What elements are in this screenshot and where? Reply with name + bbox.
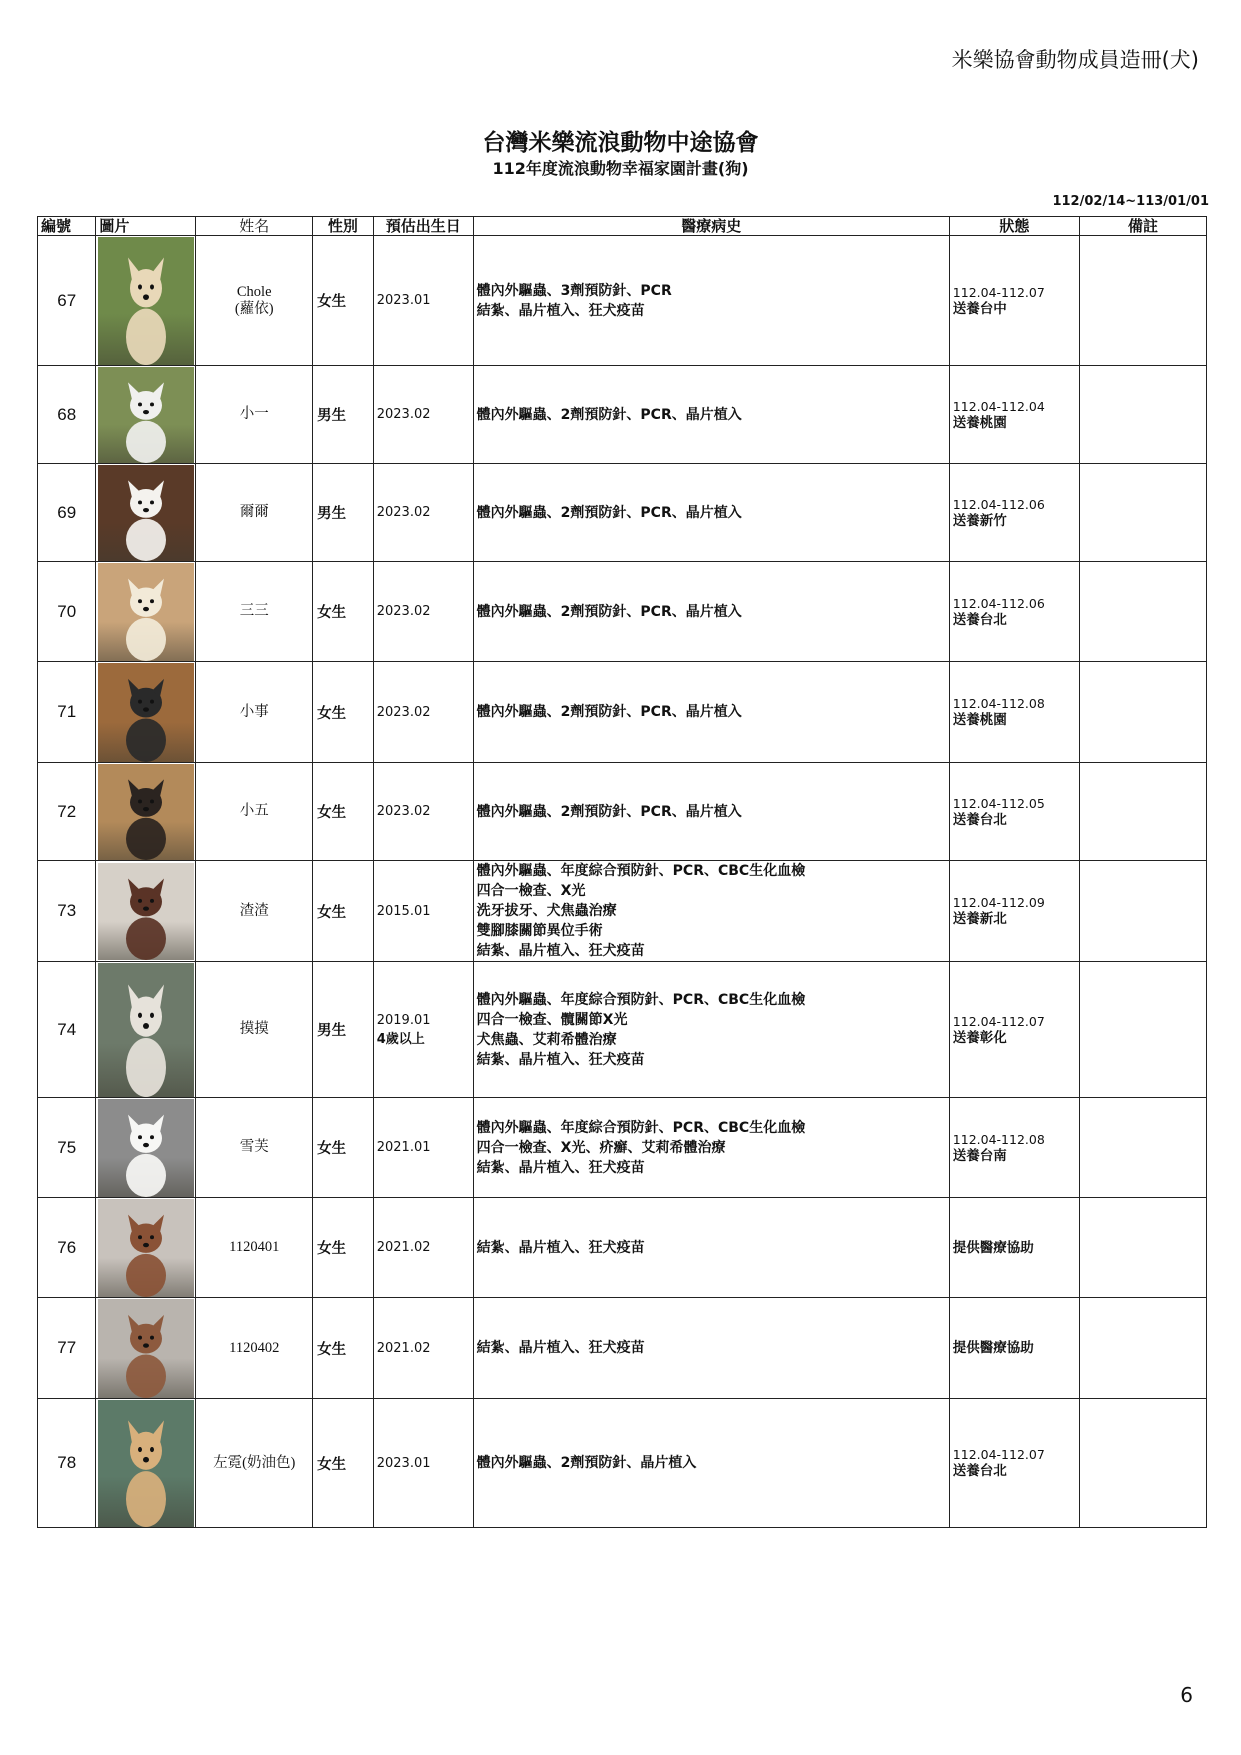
cell-name [196,1298,313,1399]
dog-illustration [98,563,194,661]
cell-status [949,1399,1079,1528]
medical-line: 體內外驅蟲、2劑預防針、PCR、晶片植入 [476,406,742,423]
cell-birth [373,562,473,662]
status-text: 送養台北 [952,1463,1007,1479]
dog-illustration [98,764,194,860]
cell-photo [96,562,196,662]
dog-eye-left [138,1135,142,1139]
dog-eye-right [150,1135,154,1139]
cell-birth [373,662,473,763]
dog-nose [143,1456,149,1462]
dog-eye-right [150,599,154,603]
medical-line: 體內外驅蟲、3劑預防針、PCR [476,282,672,299]
header-id: 編號 [38,217,96,236]
cell-medical [473,562,949,662]
animal-roster-table [37,216,1207,1528]
table-body [38,236,1207,1528]
table-row [38,1399,1207,1528]
cell-photo [96,1399,196,1528]
date-range: 112/02/14~113/01/01 [1052,194,1209,209]
cell-photo [96,1098,196,1198]
status-text: 送養台北 [952,611,1007,628]
dog-name-alt: (蘿依) [234,300,274,317]
cell-medical [473,236,949,366]
dog-eye-left [138,1446,142,1451]
medical-line: 體內外驅蟲、年度綜合預防針、PCR、CBC生化血檢 [476,863,806,879]
dog-illustration [98,1099,194,1197]
cell-status [949,562,1079,662]
dog-eye-left [138,898,142,902]
header-name: 姓名 [196,217,313,236]
cell-medical [473,861,949,962]
dog-illustration [98,663,194,762]
cell-photo [96,662,196,763]
dog-photo [98,367,194,463]
status-text: 送養桃園 [952,414,1007,431]
cell-id: 74 [38,962,96,1098]
cell-id: 72 [38,763,96,861]
cell-id: 71 [38,662,96,763]
dog-nose [143,1142,149,1146]
cell-birth [373,236,473,366]
dog-body [126,1038,166,1097]
cell-status [949,962,1079,1098]
birth-date: 2021.01 [376,1140,431,1155]
cell-status [949,366,1079,464]
status-text: 提供醫療協助 [952,1340,1034,1356]
cell-note [1080,1198,1207,1298]
dog-body [126,917,166,960]
medical-line: 犬焦蟲、艾莉希體治療 [476,1031,617,1048]
cell-note [1080,1098,1207,1198]
dog-eye-left [138,599,142,603]
dog-eye-left [138,284,142,289]
cell-status [949,861,1079,962]
cell-birth [373,1298,473,1399]
medical-line: 雙腳膝關節異位手術 [476,923,603,939]
birth-date: 2021.02 [376,1240,431,1255]
table-row [38,236,1207,366]
dog-eye-right [150,402,154,406]
dog-body [126,518,166,560]
cell-status [949,763,1079,861]
cell-sex: 女生 [313,1198,374,1298]
dog-name: 1120402 [229,1339,280,1356]
dog-photo [98,1099,194,1197]
header-medical: 醫療病史 [473,217,949,236]
dog-photo [98,963,194,1097]
medical-line: 體內外驅蟲、年度綜合預防針、PCR、CBC生化血檢 [476,991,806,1008]
dog-photo [98,764,194,860]
dog-name: 三三 [239,603,269,619]
status-text: 送養桃園 [952,712,1007,728]
cell-name [196,962,313,1098]
status-text: 送養彰化 [952,1029,1007,1046]
cell-medical [473,1399,949,1528]
cell-status [949,1298,1079,1399]
cell-medical [473,1298,949,1399]
dog-nose [143,1343,149,1347]
dog-illustration [98,237,194,365]
cell-id: 73 [38,861,96,962]
cell-name [196,366,313,464]
dog-nose [143,707,149,711]
dog-illustration [98,1400,194,1527]
medical-line: 體內外驅蟲、年度綜合預防針、PCR、CBC生化血檢 [476,1119,806,1136]
dog-illustration [98,1199,194,1297]
dog-name: Chole [236,283,272,300]
status-period: 112.04-112.06 [952,496,1045,512]
birth-date: 2015.01 [376,903,431,919]
status-period: 112.04-112.07 [952,1013,1045,1029]
dog-name: 小五 [239,803,269,819]
header-sex: 性別 [313,217,374,236]
table-row [38,464,1207,562]
header-photo: 圖片 [96,217,196,236]
dog-photo [98,1299,194,1398]
cell-photo [96,236,196,366]
cell-id: 78 [38,1399,96,1528]
birth-date: 2023.02 [376,604,431,619]
cell-sex: 男生 [313,962,374,1098]
cell-id: 70 [38,562,96,662]
table-row [38,562,1207,662]
dog-body [126,817,166,859]
cell-birth [373,366,473,464]
dog-eye-right [150,500,154,504]
document-subtitle: 112年度流浪動物幸福家園計畫(狗) [492,159,749,178]
status-text: 送養台中 [952,300,1007,317]
cell-id: 76 [38,1198,96,1298]
cell-medical [473,464,949,562]
dog-eye-right [150,799,154,803]
dog-body [126,308,166,364]
birth-age: 4歲以上 [376,1031,425,1047]
cell-status [949,236,1079,366]
dog-illustration [98,367,194,463]
dog-nose [143,508,149,512]
document-title: 台灣米樂流浪動物中途協會 [482,130,759,156]
cell-sex: 女生 [313,562,374,662]
cell-birth [373,763,473,861]
medical-line: 四合一檢查、X光、疥癬、艾莉希體治療 [476,1139,726,1156]
cell-sex: 女生 [313,662,374,763]
cell-id: 68 [38,366,96,464]
dog-name: 小一 [239,406,269,422]
status-period: 112.04-112.05 [952,795,1045,811]
cell-sex: 女生 [313,1298,374,1399]
medical-line: 結紮、晶片植入、狂犬疫苗 [476,302,645,319]
dog-nose [143,807,149,811]
dog-body [126,420,166,462]
cell-birth [373,1098,473,1198]
cell-medical [473,763,949,861]
dog-eye-right [150,1335,154,1339]
table-row [38,1298,1207,1399]
medical-line: 洗牙拔牙、犬焦蟲治療 [476,903,617,919]
dog-eye-right [150,1012,154,1017]
cell-note [1080,861,1207,962]
birth-date: 2023.02 [376,804,431,819]
table-header-row [38,217,1207,236]
status-text: 送養新北 [952,911,1007,927]
table-row [38,662,1207,763]
dog-eye-right [150,1235,154,1239]
cell-photo [96,464,196,562]
cell-medical [473,1098,949,1198]
cell-sex: 女生 [313,861,374,962]
dog-nose [143,294,149,300]
status-text: 提供醫療協助 [952,1239,1034,1256]
dog-body [126,1354,166,1398]
cell-sex: 男生 [313,366,374,464]
cell-id: 77 [38,1298,96,1399]
table-row [38,763,1207,861]
cell-note [1080,962,1207,1098]
birth-date: 2023.01 [376,1455,431,1471]
birth-date: 2023.02 [376,704,431,720]
dog-eye-left [138,1012,142,1017]
dog-nose [143,906,149,910]
cell-photo [96,763,196,861]
header-right-title: 米樂協會動物成員造冊(犬) [951,48,1199,72]
status-period: 112.04-112.07 [952,284,1045,300]
cell-note [1080,366,1207,464]
cell-photo [96,962,196,1098]
cell-note [1080,662,1207,763]
cell-id: 75 [38,1098,96,1198]
birth-date: 2023.01 [376,293,431,308]
cell-birth [373,962,473,1098]
cell-name [196,236,313,366]
medical-line: 結紮、晶片植入、狂犬疫苗 [476,1159,645,1176]
cell-birth [373,861,473,962]
birth-date: 2023.02 [376,407,431,422]
dog-photo [98,237,194,365]
cell-medical [473,1198,949,1298]
cell-photo [96,861,196,962]
birth-date: 2023.02 [376,505,431,520]
dog-photo [98,465,194,561]
cell-photo [96,1198,196,1298]
cell-name [196,1198,313,1298]
cell-status [949,1098,1079,1198]
dog-eye-right [150,1446,154,1451]
dog-photo [98,1400,194,1527]
dog-eye-left [138,699,142,703]
cell-note [1080,1399,1207,1528]
cell-birth [373,1399,473,1528]
cell-photo [96,1298,196,1399]
dog-photo [98,863,194,960]
cell-id: 69 [38,464,96,562]
dog-nose [143,606,149,610]
status-period: 112.04-112.04 [952,398,1045,414]
dog-nose [143,1023,149,1029]
page-number: 6 [1180,1683,1193,1707]
dog-eye-left [138,1335,142,1339]
medical-line: 體內外驅蟲、2劑預防針、PCR、晶片植入 [476,704,742,720]
dog-body [126,1153,166,1196]
cell-status [949,464,1079,562]
dog-nose [143,1242,149,1246]
cell-sex: 女生 [313,1399,374,1528]
medical-line: 結紮、晶片植入、狂犬疫苗 [476,1239,645,1256]
cell-status [949,1198,1079,1298]
dog-name: 1120401 [229,1239,280,1255]
table-row [38,861,1207,962]
cell-birth [373,1198,473,1298]
status-period: 112.04-112.08 [952,1131,1045,1147]
birth-date: 2019.01 [376,1012,431,1028]
cell-note [1080,236,1207,366]
cell-medical [473,662,949,763]
medical-line: 四合一檢查、髖關節X光 [476,1011,628,1028]
table-row [38,1098,1207,1198]
status-period: 112.04-112.06 [952,595,1045,611]
dog-eye-right [150,898,154,902]
cell-sex: 男生 [313,464,374,562]
dog-body [126,1471,166,1527]
table-row [38,962,1207,1098]
cell-note [1080,1298,1207,1399]
cell-status [949,662,1079,763]
dog-name: 爾爾 [239,504,269,520]
dog-name: 小事 [239,703,269,720]
dog-body [126,718,166,762]
cell-sex: 女生 [313,236,374,366]
cell-id: 67 [38,236,96,366]
dog-eye-left [138,799,142,803]
status-period: 112.04-112.08 [952,696,1045,711]
cell-birth [373,464,473,562]
dog-name: 摸摸 [239,1021,269,1037]
status-period: 112.04-112.09 [952,895,1045,910]
dog-eye-right [150,284,154,289]
cell-name [196,1399,313,1528]
dog-body [126,617,166,660]
dog-eye-left [138,402,142,406]
status-text: 送養台南 [952,1147,1007,1164]
dog-illustration [98,963,194,1097]
cell-name [196,1098,313,1198]
status-text: 送養台北 [952,811,1007,828]
dog-name: 雪芙 [239,1139,269,1155]
dog-eye-right [150,699,154,703]
table-row [38,366,1207,464]
medical-line: 結紮、晶片植入、狂犬疫苗 [476,943,645,959]
dog-nose [143,410,149,414]
cell-medical [473,366,949,464]
cell-name [196,861,313,962]
dog-illustration [98,863,194,960]
cell-photo [96,366,196,464]
dog-body [126,1253,166,1296]
header-note: 備註 [1080,217,1207,236]
medical-line: 結紮、晶片植入、狂犬疫苗 [476,1051,645,1068]
dog-name: 左霓(奶油色) [213,1454,296,1471]
cell-name [196,763,313,861]
cell-name [196,562,313,662]
dog-photo [98,563,194,661]
medical-line: 體內外驅蟲、2劑預防針、晶片植入 [476,1455,697,1471]
status-text: 送養新竹 [952,512,1007,529]
dog-eye-left [138,1235,142,1239]
cell-name [196,464,313,562]
birth-date: 2021.02 [376,1340,431,1356]
cell-note [1080,562,1207,662]
dog-photo [98,1199,194,1297]
medical-line: 四合一檢查、X光 [476,883,586,899]
cell-name [196,662,313,763]
cell-note [1080,763,1207,861]
medical-line: 體內外驅蟲、2劑預防針、PCR、晶片植入 [476,803,742,820]
cell-sex: 女生 [313,1098,374,1198]
medical-line: 體內外驅蟲、2劑預防針、PCR、晶片植入 [476,504,742,521]
dog-name: 渣渣 [239,902,269,919]
dog-illustration [98,1299,194,1398]
table-row [38,1198,1207,1298]
dog-eye-left [138,500,142,504]
medical-line: 體內外驅蟲、2劑預防針、PCR、晶片植入 [476,603,742,620]
cell-medical [473,962,949,1098]
dog-photo [98,663,194,762]
cell-note [1080,464,1207,562]
header-status: 狀態 [949,217,1079,236]
header-birth: 預估出生日 [373,217,473,236]
status-period: 112.04-112.07 [952,1447,1045,1462]
cell-sex: 女生 [313,763,374,861]
dog-illustration [98,465,194,561]
medical-line: 結紮、晶片植入、狂犬疫苗 [476,1340,645,1356]
